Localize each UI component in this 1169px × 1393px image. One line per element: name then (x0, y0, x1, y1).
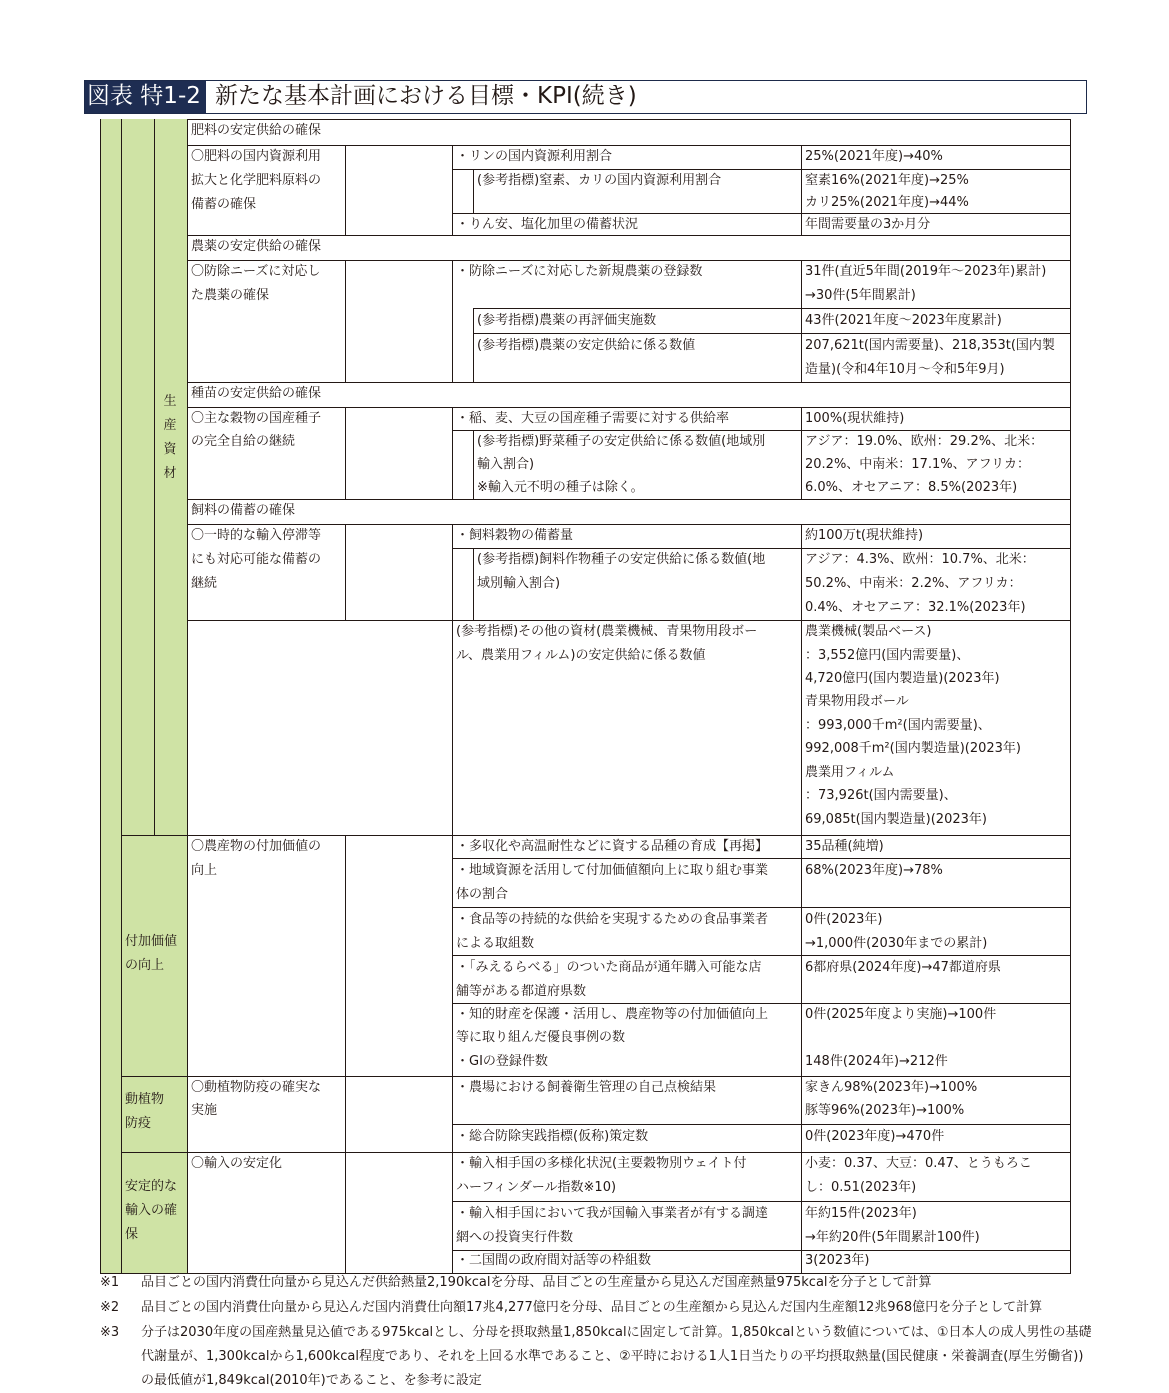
value-feed-1: 約100万t(現状維持) (805, 528, 924, 543)
kpi-pesticide-1: ・防除ニーズに対応した新規農薬の登録数 (456, 264, 703, 279)
kpi-valueadd-5a: ・知的財産を保護・活用し、農産物等の付加価値向上 (456, 1007, 769, 1022)
figure-title-bar (84, 80, 1087, 114)
value-other-5: ：993,000千m²(国内需要量)、 (805, 718, 991, 733)
ref-other-a: (参考指標)その他の資材(農業機械、青果物用段ボー (456, 624, 758, 639)
footnote-text-1: 品目ごとの国内消費仕向量から見込んだ供給熱量2,190kcalを分母、品目ごとの生産量から見込んだ国産熱量975kcalを分子として計算 (141, 1275, 932, 1290)
goal-import: 〇輸入の安定化 (191, 1156, 283, 1171)
footnote-text-3a: 分子は2030年度の国産熱量見込値である975kcalとし、分母を摂取熱量1,850kcalに固定して計算。1,850kcalという数値については、①日本人の成人男性の基礎 (141, 1325, 1092, 1340)
value-import-2b: →年約20件(5年間累計100件) (805, 1230, 980, 1245)
value-fertilizer-1: 25%(2021年度)→40% (805, 149, 943, 164)
kpi-quarantine-1: ・農場における飼養衛生管理の自己点検結果 (456, 1080, 717, 1095)
ref-pesticide-1: (参考指標)農薬の再評価実施数 (477, 313, 657, 328)
goal-fertilizer-3: 備蓄の確保 (191, 197, 257, 212)
kpi-valueadd-4b: 舗等がある都道府県数 (456, 984, 587, 999)
ref-other-b: ル、農業用フィルム)の安定供給に係る数値 (456, 648, 706, 663)
row-header-pesticide: 農薬の安定供給の確保 (191, 239, 322, 254)
row-header-seed: 種苗の安定供給の確保 (191, 386, 322, 401)
goal-pesticide-1: 〇防除ニーズに対応し (191, 264, 321, 279)
value-valueadd-2: 68%(2023年度)→78% (805, 863, 943, 878)
section-label-seisan-shizai: 生産資材 (163, 394, 177, 481)
refval-feed-1c: 0.4%、オセアニア：32.1%(2023年) (805, 600, 1026, 615)
value-other-7: 農業用フィルム (805, 765, 895, 780)
value-pesticide-1b: →30件(5年間累計) (805, 288, 916, 303)
refval-seed-1a: アジア：19.0%、欧州：29.2%、北米： (805, 434, 1044, 449)
kpi-valueadd-3a: ・食品等の持続的な供給を実現するための食品事業者 (456, 912, 769, 927)
ref-seed-1b: 輸入割合) (477, 457, 535, 472)
refval-pesticide-2b: 造量)(令和4年10月〜令和5年9月) (805, 362, 1005, 377)
value-other-9: 69,085t(国内製造量)(2023年) (805, 812, 987, 827)
value-valueadd-3a: 0件(2023年) (805, 912, 883, 927)
kpi-import-1a: ・輸入相手国の多様化状況(主要穀物別ウェイト付 (456, 1156, 747, 1171)
value-valueadd-3b: →1,000件(2030年までの累計) (805, 936, 988, 951)
ref-feed-1b: 域別輸入割合) (477, 576, 561, 591)
ref-feed-1a: (参考指標)飼料作物種子の安定供給に係る数値(地 (477, 552, 766, 567)
value-other-3: 4,720億円(国内製造量)(2023年) (805, 671, 1000, 686)
row-header-feed: 飼料の備蓄の確保 (191, 503, 296, 518)
kpi-seed-1: ・稲、麦、大豆の国産種子需要に対する供給率 (456, 411, 730, 426)
value-import-2a: 年約15件(2023年) (805, 1206, 917, 1221)
footnote-mark-1: ※1 (100, 1275, 120, 1290)
kpi-import-1b: ハーフィンダール指数※10) (456, 1180, 617, 1195)
figure-title: 新たな基本計画における目標・KPI(続き) (215, 83, 637, 109)
refval-feed-1a: アジア：4.3%、欧州：10.7%、北米： (805, 552, 1035, 567)
goal-seed-1: 〇主な穀物の国産種子 (191, 411, 322, 426)
refval-fertilizer-1a: 窒素16%(2021年度)→25% (805, 173, 969, 188)
kpi-valueadd-2a: ・地域資源を活用して付加価値額向上に取り組む事業 (456, 863, 769, 878)
value-other-8: ：73,926t(国内需要量)、 (805, 788, 957, 803)
value-import-1a: 小麦：0.37、大豆：0.47、とうもろこ (805, 1156, 1032, 1171)
kpi-valueadd-3b: による取組数 (456, 936, 535, 951)
goal-feed-1: 〇一時的な輸入停滞等 (191, 528, 322, 543)
section-label-value-add: 付加価値の向上 (125, 934, 178, 973)
category-green-column (121, 119, 154, 835)
kpi-valueadd-1: ・多収化や高温耐性などに資する品種の育成【再掲】 (456, 839, 769, 854)
value-valueadd-6: 148件(2024年)→212件 (805, 1054, 948, 1069)
goal-fertilizer-1: 〇肥料の国内資源利用 (191, 149, 322, 164)
footnote-mark-2: ※2 (100, 1300, 120, 1315)
value-valueadd-1: 35品種(純増) (805, 839, 884, 854)
kpi-import-2a: ・輸入相手国において我が国輸入事業者が有する調達 (456, 1206, 769, 1221)
goal-feed-3: 継続 (191, 576, 218, 591)
kpi-fertilizer-1: ・リンの国内資源利用割合 (456, 149, 613, 164)
kpi-import-2b: 網への投資実行件数 (456, 1230, 574, 1245)
goal-seed-2: の完全自給の継続 (191, 434, 296, 449)
value-quarantine-1b: 豚等96%(2023年)→100% (805, 1103, 965, 1118)
goal-fertilizer-2: 拡大と化学肥料原料の (191, 173, 322, 188)
kpi-quarantine-2: ・総合防除実践指標(仮称)策定数 (456, 1129, 649, 1144)
value-fertilizer-2: 年間需要量の3か月分 (805, 217, 931, 232)
refval-feed-1b: 50.2%、中南米：2.2%、アフリカ： (805, 576, 1022, 591)
value-other-1: 農業機械(製品ベース) (805, 624, 932, 639)
value-quarantine-1a: 家きん98%(2023年)→100% (805, 1080, 978, 1095)
value-other-6: 992,008千m²(国内製造量)(2023年) (805, 741, 1022, 756)
value-valueadd-5: 0件(2025年度より実施)→100件 (805, 1007, 997, 1022)
value-quarantine-2: 0件(2023年度)→470件 (805, 1129, 945, 1144)
outer-green-column (100, 119, 121, 1273)
value-seed-1: 100%(現状維持) (805, 411, 905, 426)
footnote-mark-3: ※3 (100, 1325, 120, 1340)
ref-pesticide-2: (参考指標)農薬の安定供給に係る数値 (477, 338, 696, 353)
ref-seed-1a: (参考指標)野菜種子の安定供給に係る数値(地域別 (477, 434, 766, 449)
value-other-4: 青果物用段ボール (805, 694, 909, 709)
figure-label: 図表 特1-2 (85, 81, 206, 113)
kpi-valueadd-2b: 体の割合 (456, 887, 509, 902)
goal-pesticide-2: た農薬の確保 (191, 288, 270, 303)
refval-seed-1c: 6.0%、オセアニア：8.5%(2023年) (805, 480, 1018, 495)
section-label-quarantine: 動植物防疫 (125, 1092, 165, 1131)
row-header-fertilizer: 肥料の安定供給の確保 (191, 123, 322, 138)
kpi-valueadd-4a: ・「みえるらべる」のついた商品が通年購入可能な店 (456, 960, 762, 975)
value-import-1b: し：0.51(2023年) (805, 1180, 917, 1195)
refval-pesticide-1: 43件(2021年度〜2023年度累計) (805, 313, 1002, 328)
value-valueadd-4: 6都府県(2024年度)→47都道府県 (805, 960, 1001, 975)
goal-quarantine-1: 〇動植物防疫の確実な (191, 1080, 322, 1095)
value-import-3: 3(2023年) (805, 1253, 870, 1268)
kpi-import-3: ・二国間の政府間対話等の枠組数 (456, 1253, 652, 1268)
refval-seed-1b: 20.2%、中南米：17.1%、アフリカ： (805, 457, 1030, 472)
value-pesticide-1a: 31件(直近5年間(2019年〜2023年)累計) (805, 264, 1047, 279)
footnote-text-3b: 代謝量が、1,300kcalから1,600kcal程度であり、それを上回る水準であること、②平時における1人1日当たりの平均摂取熱量(国民健康・栄養調査(厚生労働省)) (141, 1349, 1084, 1364)
kpi-feed-1: ・飼料穀物の備蓄量 (456, 528, 574, 543)
kpi-fertilizer-2: ・りん安、塩化加里の備蓄状況 (456, 217, 639, 232)
goal-feed-2: にも対応可能な備蓄の (191, 552, 322, 567)
ref-fertilizer-1: (参考指標)窒素、カリの国内資源利用割合 (477, 173, 722, 188)
kpi-valueadd-5b: 等に取り組んだ優良事例の数 (456, 1030, 626, 1045)
goal-quarantine-2: 実施 (191, 1103, 218, 1118)
goal-valueadd-1: 〇農産物の付加価値の (191, 839, 322, 854)
footnote-text-2: 品目ごとの国内消費仕向量から見込んだ国内消費仕向額17兆4,277億円を分母、品目ごとの生産額から見込んだ国内生産額12兆968億円を分子として計算 (141, 1300, 1043, 1315)
footnote-text-3c: の最低値が1,849kcal(2010年)であること、を参考に設定 (141, 1373, 482, 1388)
refval-pesticide-2a: 207,621t(国内需要量)、218,353t(国内製 (805, 338, 1055, 353)
kpi-valueadd-6: ・GIの登録件数 (456, 1054, 548, 1069)
ref-seed-1c: ※輸入元不明の種子は除く。 (477, 480, 644, 495)
section-label-import: 安定的な輸入の確保 (125, 1179, 178, 1242)
refval-fertilizer-1b: カリ25%(2021年度)→44% (805, 195, 969, 210)
goal-valueadd-2: 向上 (191, 863, 218, 878)
value-other-2: ：3,552億円(国内需要量)、 (805, 648, 970, 663)
